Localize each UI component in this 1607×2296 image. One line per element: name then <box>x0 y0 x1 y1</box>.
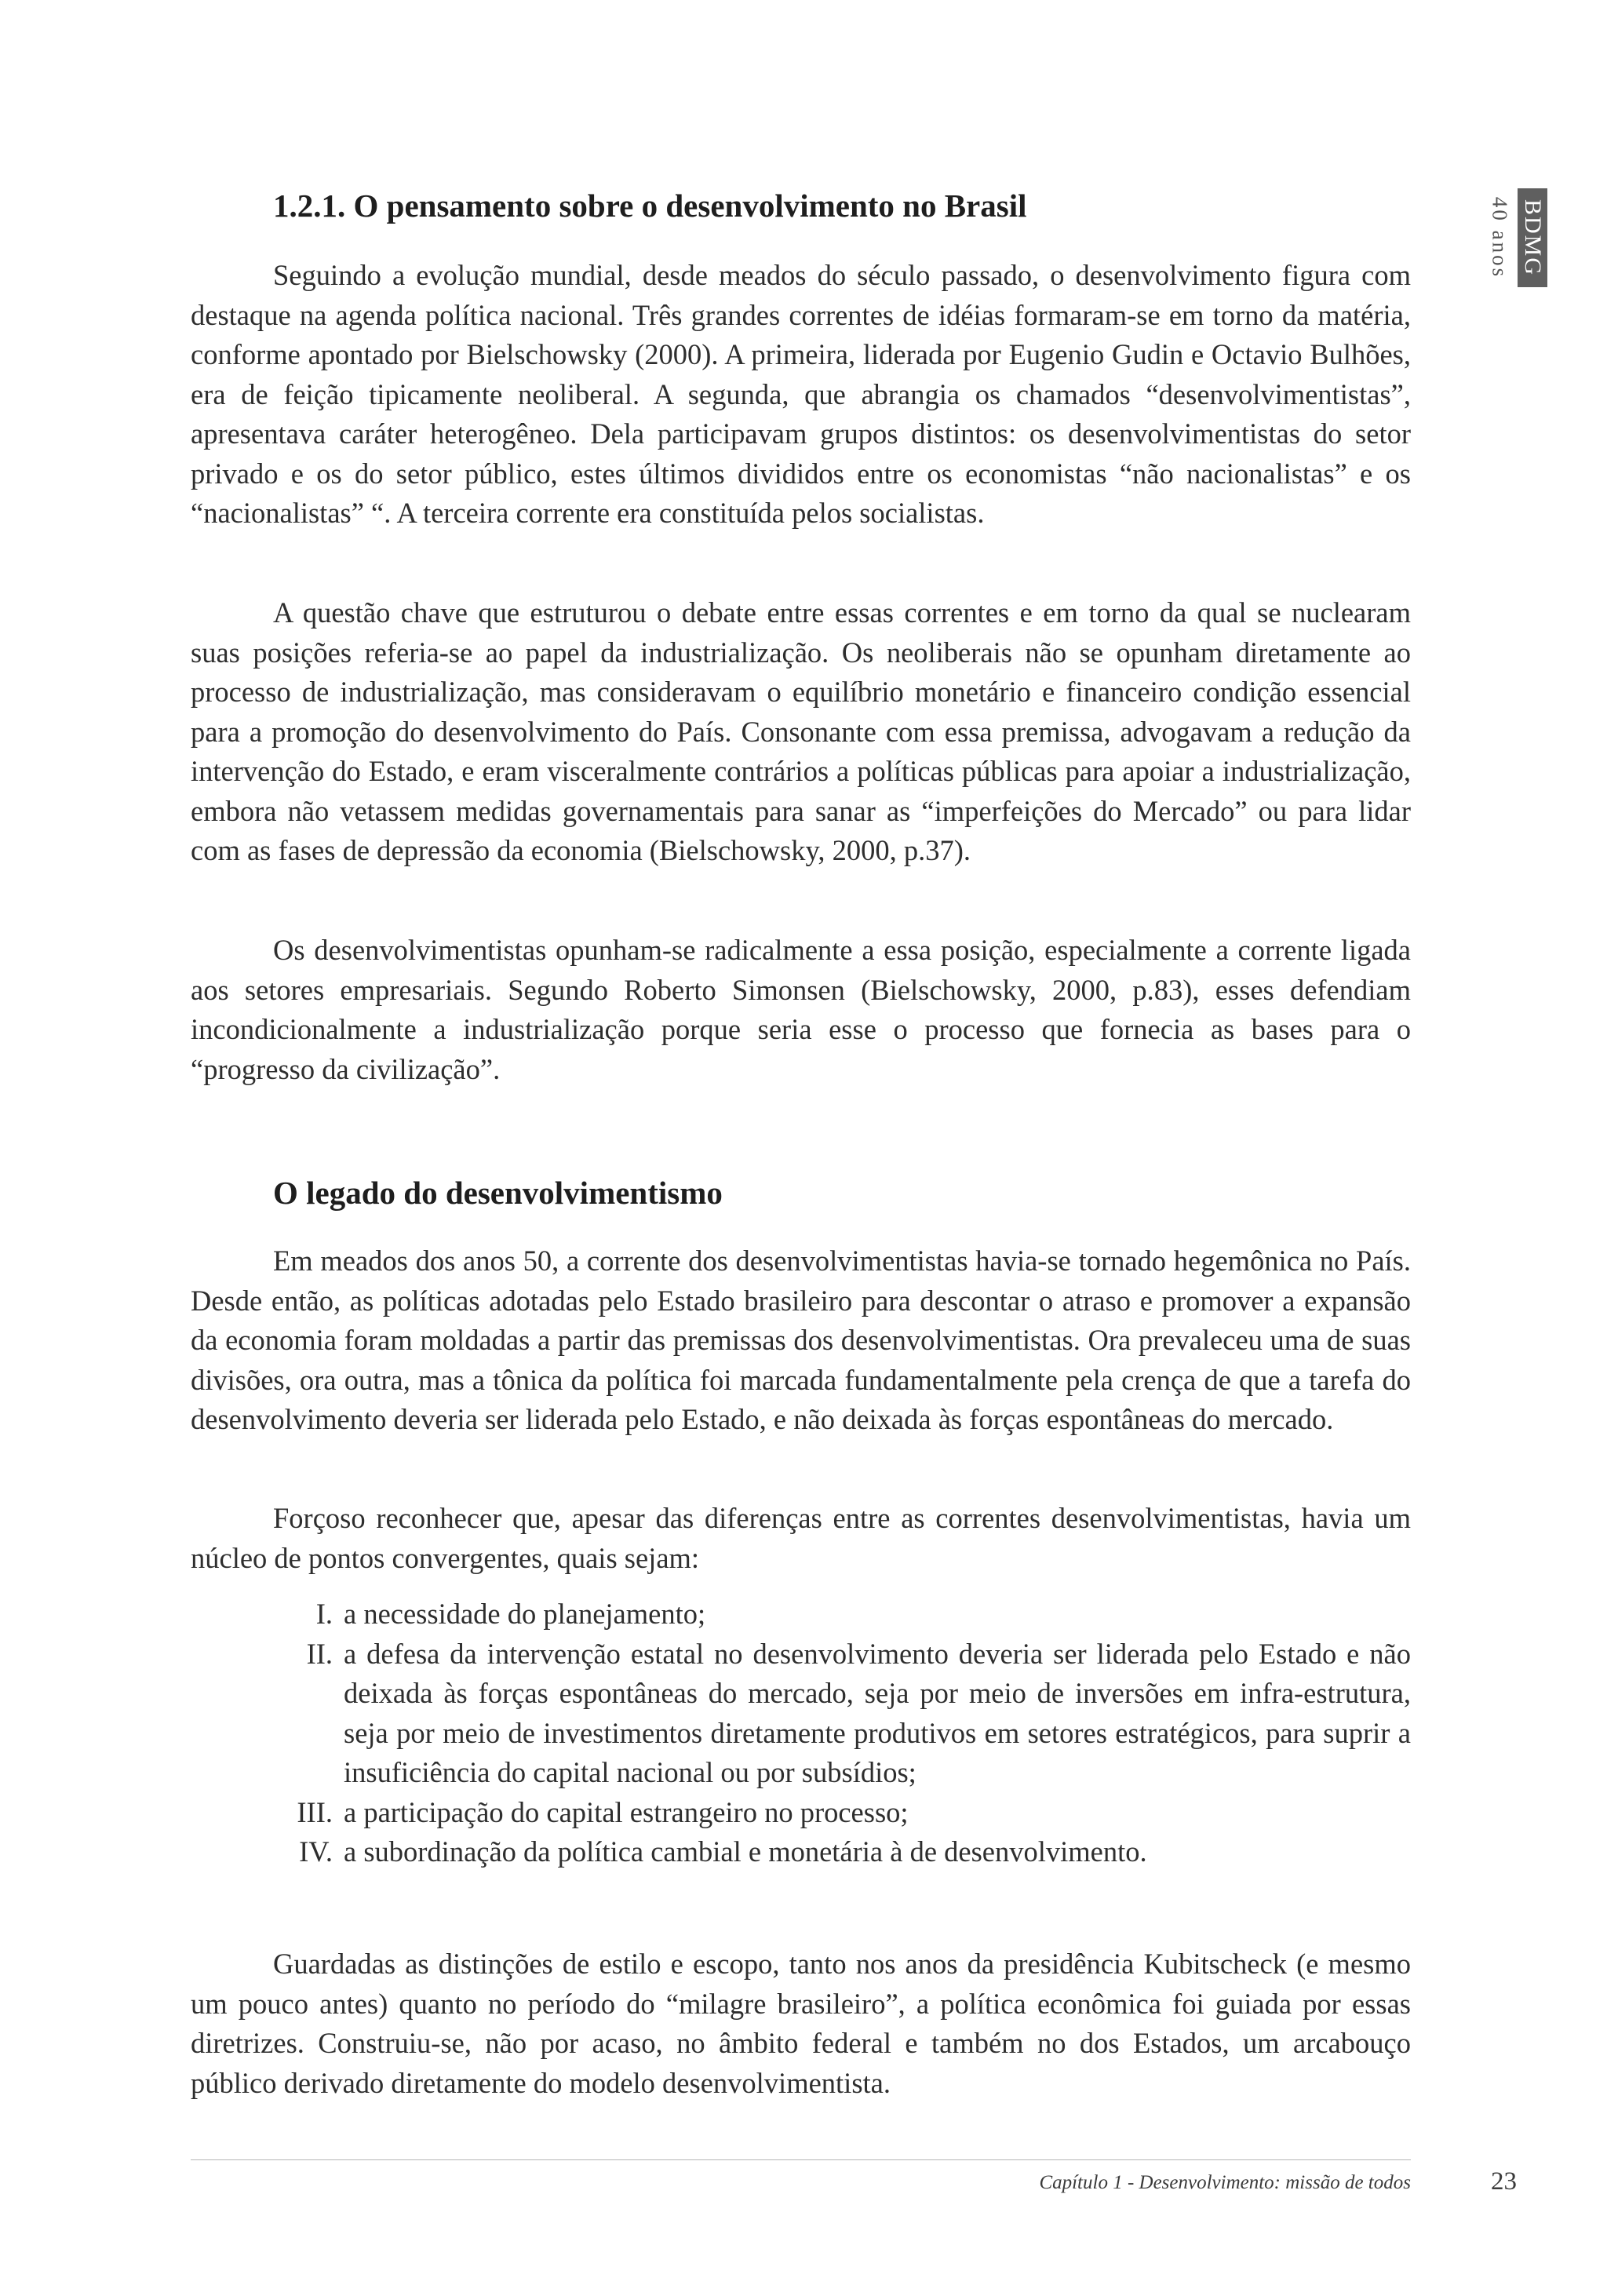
paragraph <box>191 593 1411 871</box>
paragraph <box>191 1499 1411 1578</box>
list-item <box>282 1832 1411 1872</box>
list-item-number: III. <box>297 1795 333 1828</box>
side-tab-years <box>1485 187 1514 289</box>
list-item-number: IV. <box>299 1835 333 1868</box>
footer-divider <box>191 2159 1411 2160</box>
list-item-text: a defesa da intervenção estatal no desenvolvimento deveria ser liderada pelo Estado e não deixada às forças espontâneas do mercado, seja por meio de inversões em infra-estrutura, seja por meio de investimentos diretamente produtivos em setores estratégicos, para suprir a insuficiência do capital nacional ou por subsídios; <box>344 1637 1411 1788</box>
side-tab-brand <box>1518 188 1547 287</box>
paragraph-text: Em meados dos anos 50, a corrente dos desenvolvimentistas havia-se tornado hegemônica no País. Desde então, as políticas adotadas pelo Estado brasileiro para descontar o atraso e promover a expansão da economia foram moldadas a partir das premissas dos desenvolvimentistas. Ora prevaleceu uma de suas divisões, ora outra, mas a tônica da política foi marcada fundamentalmente pela crença de que a tarefa do desenvolvimento deveria ser liderada pelo Estado, e não deixada às forças espontâneas do mercado. <box>191 1245 1411 1435</box>
paragraph-text: A questão chave que estruturou o debate entre essas correntes e em torno da qual se nuclearam suas posições referia-se ao papel da industrialização. Os neoliberais não se opunham diretamente ao processo de industrialização, mas consideravam o equilíbrio monetário e financeiro condição essencial para a promoção do desenvolvimento do País. Consonante com essa premissa, advogavam a redução da intervenção do Estado, e eram visceralmente contrários a políticas públicas para apoiar a industrialização, embora não vetassem medidas governamentais para sanar as “imperfeições do Mercado” ou para lidar com as fases de depressão da economia (Bielschowsky, 2000, p.37). <box>191 596 1411 866</box>
side-tab-years-text: 40 anos <box>1488 196 1512 279</box>
paragraph-text: Os desenvolvimentistas opunham-se radicalmente a essa posição, especialmente a corrente ligada aos setores empresariais. Segundo Roberto Simonsen (Bielschowsky, 2000, p.83), esses defendiam incondicionalmente a industrialização porque seria esse o processo que fornecia as bases para o “progresso da civilização”. <box>191 934 1411 1085</box>
paragraph <box>191 256 1411 534</box>
paragraph <box>191 1944 1411 2103</box>
paragraph-text: Forçoso reconhecer que, apesar das diferenças entre as correntes desenvolvimentistas, havia um núcleo de pontos convergentes, quais sejam: <box>191 1502 1411 1574</box>
list-item-text: a necessidade do planejamento; <box>344 1598 706 1630</box>
list-item <box>282 1635 1411 1793</box>
section-heading: 1.2.1. O pensamento sobre o desenvolvimento no Brasil <box>273 188 1027 224</box>
page-number: 23 <box>1491 2167 1517 2196</box>
side-tab-brand-text: BDMG <box>1520 199 1546 277</box>
convergent-points-list <box>282 1594 1411 1872</box>
list-item-number: II. <box>306 1637 333 1670</box>
paragraph-text: Seguindo a evolução mundial, desde meados do século passado, o desenvolvimento figura com destaque na agenda política nacional. Três grandes correntes de idéias formaram-se em torno da matéria, conforme apontado por Bielschowsky (2000). A primeira, liderada por Eugenio Gudin e Octavio Bulhões, era de feição tipicamente neoliberal. A segunda, que abrangia os chamados “desenvolvimentistas”, apresentava caráter heterogêneo. Dela participavam grupos distintos: os desenvolvimentistas do setor privado e os do setor público, estes últimos divididos entre os economistas “não nacionalistas” e os “nacionalistas” “. A terceira corrente era constituída pelos socialistas. <box>191 259 1411 529</box>
list-item <box>282 1793 1411 1833</box>
paragraph <box>191 931 1411 1089</box>
footer-chapter-title: Capítulo 1 - Desenvolvimento: missão de todos <box>1039 2172 1411 2193</box>
list-item-number: I. <box>315 1598 333 1630</box>
list-item-text: a subordinação da política cambial e monetária à de desenvolvimento. <box>344 1835 1147 1868</box>
paragraph <box>191 1241 1411 1440</box>
paragraph-text: Guardadas as distinções de estilo e escopo, tanto nos anos da presidência Kubitscheck (e mesmo um pouco antes) quanto no período do “milagre brasileiro”, a política econômica foi guiada por essas diretrizes. Construiu-se, não por acaso, no âmbito federal e também no dos Estados, um arcabouço público derivado diretamente do modelo desenvolvimentista. <box>191 1948 1411 2099</box>
list-item <box>282 1594 1411 1635</box>
subsection-heading: O legado do desenvolvimentismo <box>273 1175 723 1211</box>
list-item-text: a participação do capital estrangeiro no processo; <box>344 1795 909 1828</box>
